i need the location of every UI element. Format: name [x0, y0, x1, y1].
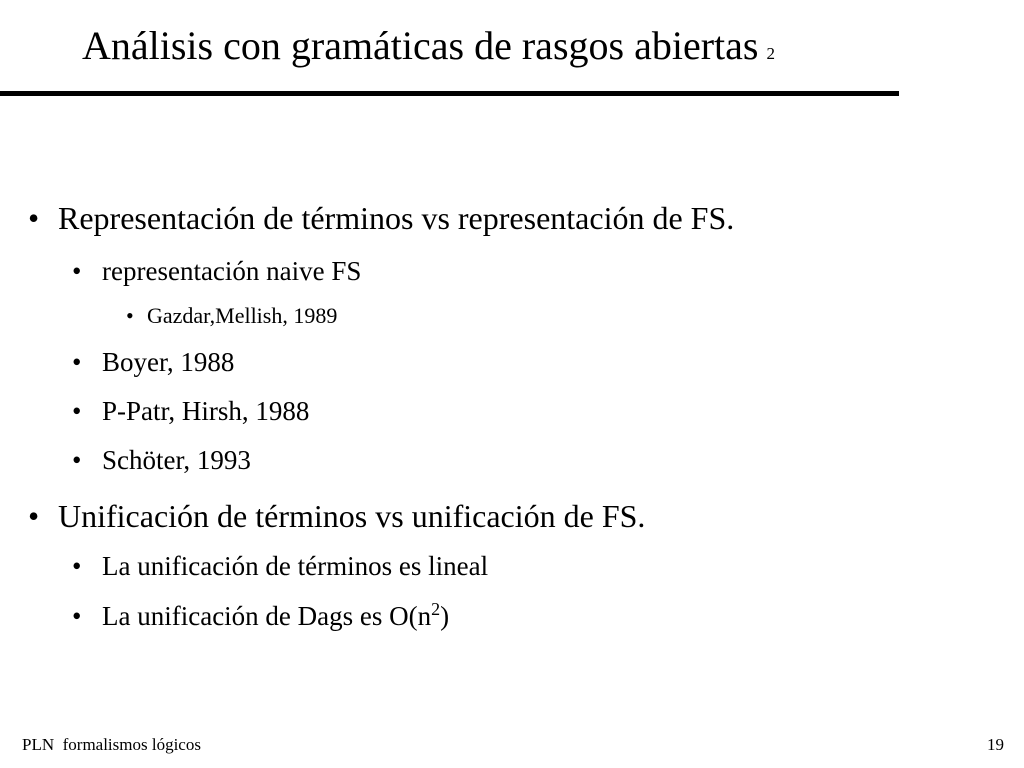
bullet-text: La unificación de términos es lineal [102, 551, 489, 581]
bullet-marker: • [126, 303, 134, 328]
bullet-text-main: La unificación de Dags es O(n [102, 601, 432, 631]
superscript-exponent: 2 [431, 599, 441, 619]
bullet-marker: • [72, 551, 82, 581]
bullet-text-complexity [102, 599, 449, 633]
bullet-text: Unificación de términos vs unificación de FS. [58, 498, 646, 534]
footer-course-label: PLN formalismos lógicos [22, 735, 201, 754]
bullet-text: Schöter, 1993 [102, 445, 251, 475]
slide-title-text: Análisis con gramáticas de rasgos abiertas [82, 23, 759, 68]
bullet-marker: • [28, 200, 40, 236]
bullet-marker: • [72, 256, 82, 286]
bullet-text: Gazdar,Mellish, 1989 [147, 303, 338, 328]
bullet-text: representación naive FS [102, 256, 362, 286]
footer-page-number: 19 [987, 735, 1004, 754]
bullet-marker: • [72, 347, 82, 377]
bullet-marker: • [72, 601, 82, 631]
bullet-text: P-Patr, Hirsh, 1988 [102, 396, 310, 426]
bullet-text: Boyer, 1988 [102, 347, 235, 377]
bullet-text: Representación de términos vs representación de FS. [58, 200, 735, 236]
title-underline [0, 91, 899, 96]
bullet-text-closing: ) [440, 601, 450, 631]
bullet-marker: • [72, 396, 82, 426]
slide-title [82, 20, 775, 80]
slide-title-suffix: 2 [766, 44, 775, 63]
bullet-marker: • [28, 498, 40, 534]
bullet-marker: • [72, 445, 82, 475]
